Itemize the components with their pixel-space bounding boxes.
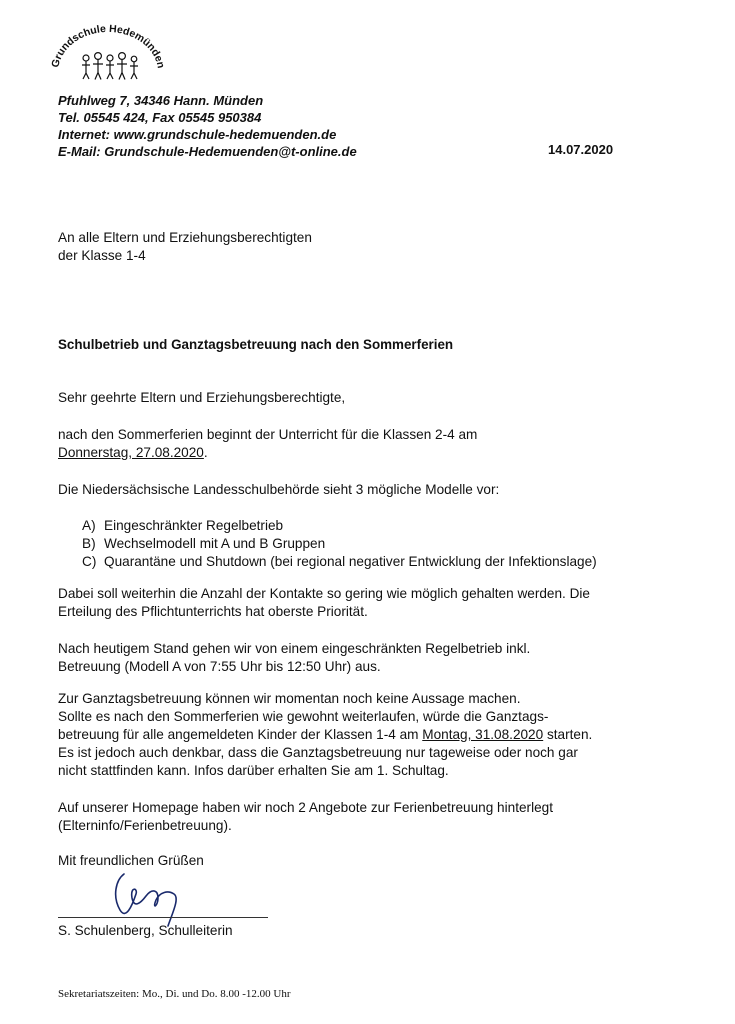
list-item: A) Eingeschränkter Regelbetrieb <box>82 518 284 533</box>
paragraph-homepage: Auf unserer Homepage haben wir noch 2 Angebote zur Ferienbetreuung hinterlegt (Elterninfo/Ferienbetreuung). <box>58 800 553 833</box>
recipient: An alle Eltern und Erziehungsberechtigten der Klasse 1-4 <box>58 230 312 263</box>
paragraph-contacts: Dabei soll weiterhin die Anzahl der Kontakte so gering wie möglich gehalten werden. Die Erteilung des Pflichtunterrichts hat oberste Priorität. <box>58 586 590 619</box>
letterhead <box>58 92 357 160</box>
care-start-date: Montag, 31.08.2020 <box>422 727 544 742</box>
salutation: Sehr geehrte Eltern und Erziehungsberechtigte, <box>58 390 346 405</box>
paragraph-current-status: Nach heutigem Stand gehen wir von einem eingeschränkten Regelbetrieb inkl. Betreuung (Modell A von 7:55 Uhr bis 12:50 Uhr) aus. <box>58 641 531 674</box>
school-logo <box>46 20 170 90</box>
phone-fax: Tel. 05545 424, Fax 05545 950384 <box>58 110 262 125</box>
signature-name: S. Schulenberg, Schulleiterin <box>58 923 233 938</box>
models-list <box>82 517 597 571</box>
address: Pfuhlweg 7, 34346 Hann. Münden <box>58 93 264 108</box>
office-hours: Sekretariatszeiten: Mo., Di. und Do. 8.00 -12.00 Uhr <box>58 988 291 1000</box>
paragraph-models-intro: Die Niedersächsische Landesschulbehörde sieht 3 mögliche Modelle vor: <box>58 482 500 497</box>
paragraph-all-day-care: Zur Ganztagsbetreuung können wir momentan noch keine Aussage machen. Sollte es nach den Sommerferien wie gewohnt weiterlaufen, würde die Ganztags- betreuung für alle angemeldeten Kinder der Klassen 1-4 am Montag, 31.08.2020 starten. Es ist jedoch auch denkbar, dass die Ganztagsbetreuung nur tageweise oder noch gar nicht stattfinden kann. Infos darüber erhalten Sie am 1. Schultag. <box>58 691 593 778</box>
subject-line: Schulbetrieb und Ganztagsbetreuung nach den Sommerferien <box>58 337 454 352</box>
email: E-Mail: Grundschule-Hedemuenden@t-online.de <box>58 144 357 159</box>
start-date: Donnerstag, 27.08.2020 <box>58 445 204 460</box>
signature-line <box>58 917 268 918</box>
handwritten-signature <box>102 870 202 930</box>
list-item: B) Wechselmodell mit A und B Gruppen <box>82 536 326 551</box>
list-item: C) Quarantäne und Shutdown (bei regional negativer Entwicklung der Infektionslage) <box>82 554 597 569</box>
closing: Mit freundlichen Grüßen <box>58 853 204 868</box>
paragraph-start-date: nach den Sommerferien beginnt der Unterricht für die Klassen 2-4 am Donnerstag, 27.08.2020. <box>58 427 478 460</box>
letter-date: 14.07.2020 <box>548 142 614 157</box>
website: Internet: www.grundschule-hedemuenden.de <box>58 127 337 142</box>
svg-text:Grundschule Hedemünden: Grundschule Hedemünden <box>49 22 167 70</box>
